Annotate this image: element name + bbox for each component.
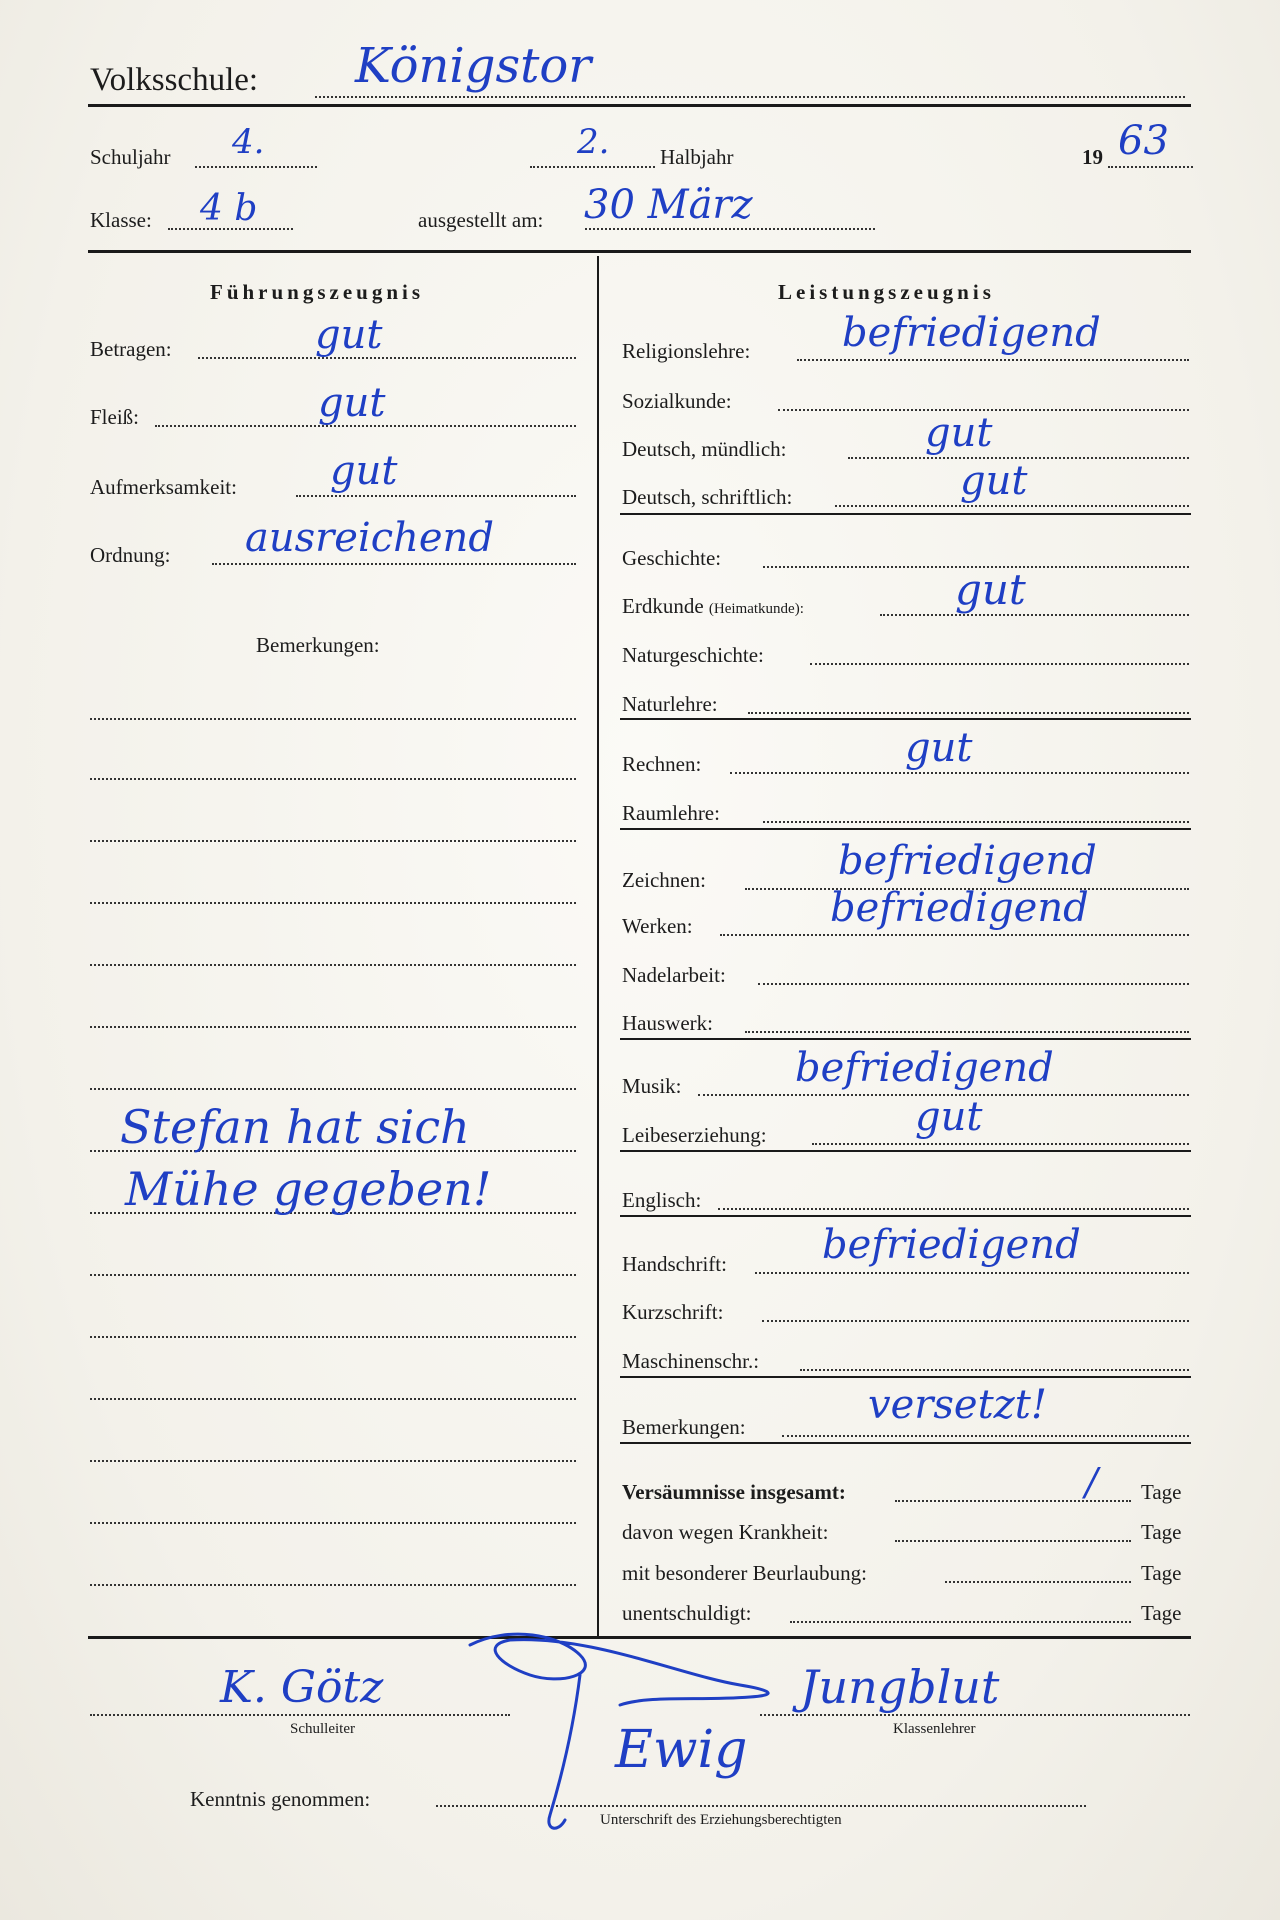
- remarks-line-3: [90, 840, 576, 842]
- schulleiter-signature: K. Götz: [220, 1662, 384, 1713]
- year-value: 63: [1118, 118, 1169, 164]
- erdkunde-line: [880, 614, 1189, 616]
- remarks-line-14: [90, 1522, 576, 1524]
- zeichnen-value: befriedigend: [838, 838, 1097, 884]
- rule-after-raumlehre: [620, 828, 1191, 830]
- schuljahr-value: 4.: [232, 122, 265, 162]
- bemerkungen-value: versetzt!: [868, 1382, 1047, 1428]
- maschinen-label: Maschinenschr.:: [622, 1349, 760, 1373]
- ordnung-label: Ordnung:: [90, 543, 171, 567]
- halbjahr-line: [530, 166, 655, 168]
- englisch-line: [718, 1208, 1189, 1210]
- werken-line: [720, 934, 1189, 936]
- parent-label: Unterschrift des Erziehungsberechtigten: [600, 1812, 842, 1828]
- handschrift-line: [755, 1272, 1189, 1274]
- ordnung-line: [212, 563, 576, 565]
- halbjahr-label: Halbjahr: [660, 145, 734, 169]
- raumlehre-line: [763, 821, 1189, 823]
- rule-after-maschinen: [620, 1376, 1191, 1378]
- nadelarbeit-line: [758, 983, 1189, 985]
- ausgestellt-label: ausgestellt am:: [418, 208, 544, 232]
- erdkunde-label: [622, 594, 804, 619]
- erdkunde-main-label: Erdkunde: [622, 594, 704, 618]
- school-label: Volksschule:: [90, 62, 259, 98]
- remarks-line-13: [90, 1460, 576, 1462]
- handschrift-label: Handschrift:: [622, 1252, 727, 1276]
- naturlehre-label: Naturlehre:: [622, 692, 718, 716]
- year-line: [1108, 166, 1193, 168]
- nadelarbeit-label: Nadelarbeit:: [622, 963, 726, 987]
- maschinen-line: [800, 1369, 1189, 1371]
- religion-label: Religionslehre:: [622, 339, 751, 363]
- fleiss-label: Fleiß:: [90, 405, 140, 429]
- naturlehre-line: [748, 712, 1189, 714]
- lehrer-signature: Jungblut: [800, 1660, 1000, 1714]
- deutsch-m-label: Deutsch, mündlich:: [622, 437, 787, 461]
- kenntnis-label: Kenntnis genommen:: [190, 1787, 371, 1811]
- aufmerksamkeit-value: gut: [330, 448, 398, 494]
- kurzschrift-line: [762, 1320, 1189, 1322]
- bemerkungen-label: Bemerkungen:: [622, 1415, 746, 1439]
- absence-total-value: /: [1085, 1460, 1098, 1504]
- absence-sick-line: [895, 1540, 1131, 1542]
- geschichte-label: Geschichte:: [622, 546, 722, 570]
- leibes-line: [812, 1143, 1189, 1145]
- absence-total-label: Versäumnisse insgesamt:: [622, 1480, 846, 1504]
- rule-after-deutsch: [620, 513, 1191, 515]
- schuljahr-label: Schuljahr: [90, 145, 171, 169]
- schuljahr-line: [195, 166, 317, 168]
- header-rule: [88, 104, 1191, 107]
- leibes-label: Leibeserziehung:: [622, 1123, 767, 1147]
- parent-signature: Ewig: [615, 1720, 748, 1780]
- performance-title: Leistungszeugnis: [778, 280, 995, 304]
- erdkunde-value: gut: [955, 565, 1026, 614]
- rechnen-line: [730, 772, 1189, 774]
- betragen-value: gut: [315, 312, 383, 358]
- absence-leave-line: [945, 1581, 1131, 1583]
- lehrer-line: [760, 1714, 1190, 1716]
- aufmerksamkeit-line: [296, 495, 576, 497]
- deutsch-m-value: gut: [925, 410, 993, 456]
- absence-unexcused-unit: Tage: [1141, 1601, 1182, 1625]
- fleiss-value: gut: [318, 380, 386, 426]
- deutsch-s-label: Deutsch, schriftlich:: [622, 485, 793, 509]
- rule-after-bemerkungen: [620, 1442, 1191, 1444]
- remarks-line-7: [90, 1088, 576, 1090]
- naturgeschichte-line: [810, 663, 1189, 665]
- hauswerk-line: [745, 1031, 1189, 1033]
- remarks-line-12: [90, 1398, 576, 1400]
- naturgeschichte-label: Naturgeschichte:: [622, 643, 764, 667]
- deutsch-s-line: [835, 505, 1189, 507]
- sozialkunde-label: Sozialkunde:: [622, 389, 732, 413]
- year-prefix: 19: [1082, 145, 1103, 169]
- remarks-hand-line1: Stefan hat sich: [120, 1100, 470, 1154]
- rechnen-label: Rechnen:: [622, 752, 702, 776]
- werken-label: Werken:: [622, 914, 693, 938]
- hauswerk-label: Hauswerk:: [622, 1011, 713, 1035]
- kurzschrift-label: Kurzschrift:: [622, 1300, 724, 1324]
- school-dotted-line: [315, 96, 1185, 98]
- remarks-line-10: [90, 1274, 576, 1276]
- klasse-label: Klasse:: [90, 208, 152, 232]
- aufmerksamkeit-label: Aufmerksamkeit:: [90, 475, 237, 499]
- werken-value: befriedigend: [830, 885, 1089, 931]
- remarks-line-1: [90, 718, 576, 720]
- zeichnen-label: Zeichnen:: [622, 868, 706, 892]
- betragen-line: [198, 357, 576, 359]
- remarks-line-11: [90, 1336, 576, 1338]
- lehrer-label: Klassenlehrer: [893, 1721, 976, 1737]
- religion-line: [797, 359, 1189, 361]
- absence-leave-label: mit besonderer Beurlaubung:: [622, 1561, 867, 1585]
- rechnen-value: gut: [905, 725, 973, 771]
- remarks-line-5: [90, 964, 576, 966]
- erdkunde-sub-label: (Heimatkunde):: [708, 601, 804, 617]
- schulleiter-label: Schulleiter: [290, 1721, 355, 1737]
- remarks-line-6: [90, 1026, 576, 1028]
- rule-after-hauswerk: [620, 1038, 1191, 1040]
- remarks-line-15: [90, 1584, 576, 1586]
- ordnung-value: ausreichend: [245, 515, 494, 561]
- bemerkungen-line: [782, 1435, 1189, 1437]
- remarks-hand-line2: Mühe gegeben!: [125, 1162, 492, 1216]
- ausgestellt-line: [585, 228, 875, 230]
- conduct-remarks-title: Bemerkungen:: [256, 633, 380, 657]
- rule-after-englisch: [620, 1215, 1191, 1217]
- rule-after-naturlehre: [620, 718, 1191, 720]
- ausgestellt-value: 30 März: [584, 182, 753, 228]
- raumlehre-label: Raumlehre:: [622, 801, 720, 825]
- englisch-label: Englisch:: [622, 1188, 702, 1212]
- handschrift-value: befriedigend: [822, 1222, 1081, 1268]
- leibes-value: gut: [915, 1094, 983, 1140]
- musik-value: befriedigend: [795, 1045, 1054, 1091]
- absence-total-unit: Tage: [1141, 1480, 1182, 1504]
- rule-after-leibes: [620, 1150, 1191, 1152]
- deutsch-s-value: gut: [960, 458, 1028, 504]
- betragen-label: Betragen:: [90, 337, 172, 361]
- remarks-line-4: [90, 902, 576, 904]
- conduct-title: Führungszeugnis: [210, 280, 425, 304]
- absence-sick-label: davon wegen Krankheit:: [622, 1520, 829, 1544]
- absence-unexcused-label: unentschuldigt:: [622, 1601, 752, 1625]
- absence-leave-unit: Tage: [1141, 1561, 1182, 1585]
- remarks-line-2: [90, 778, 576, 780]
- religion-value: befriedigend: [842, 310, 1101, 356]
- absence-unexcused-line: [790, 1621, 1131, 1623]
- column-divider: [597, 256, 599, 1636]
- musik-label: Musik:: [622, 1074, 682, 1098]
- section-top-rule: [88, 250, 1191, 253]
- absence-sick-unit: Tage: [1141, 1520, 1182, 1544]
- school-value: Königstor: [355, 38, 592, 94]
- halbjahr-value: 2.: [577, 122, 610, 162]
- klasse-value: 4 b: [200, 188, 258, 229]
